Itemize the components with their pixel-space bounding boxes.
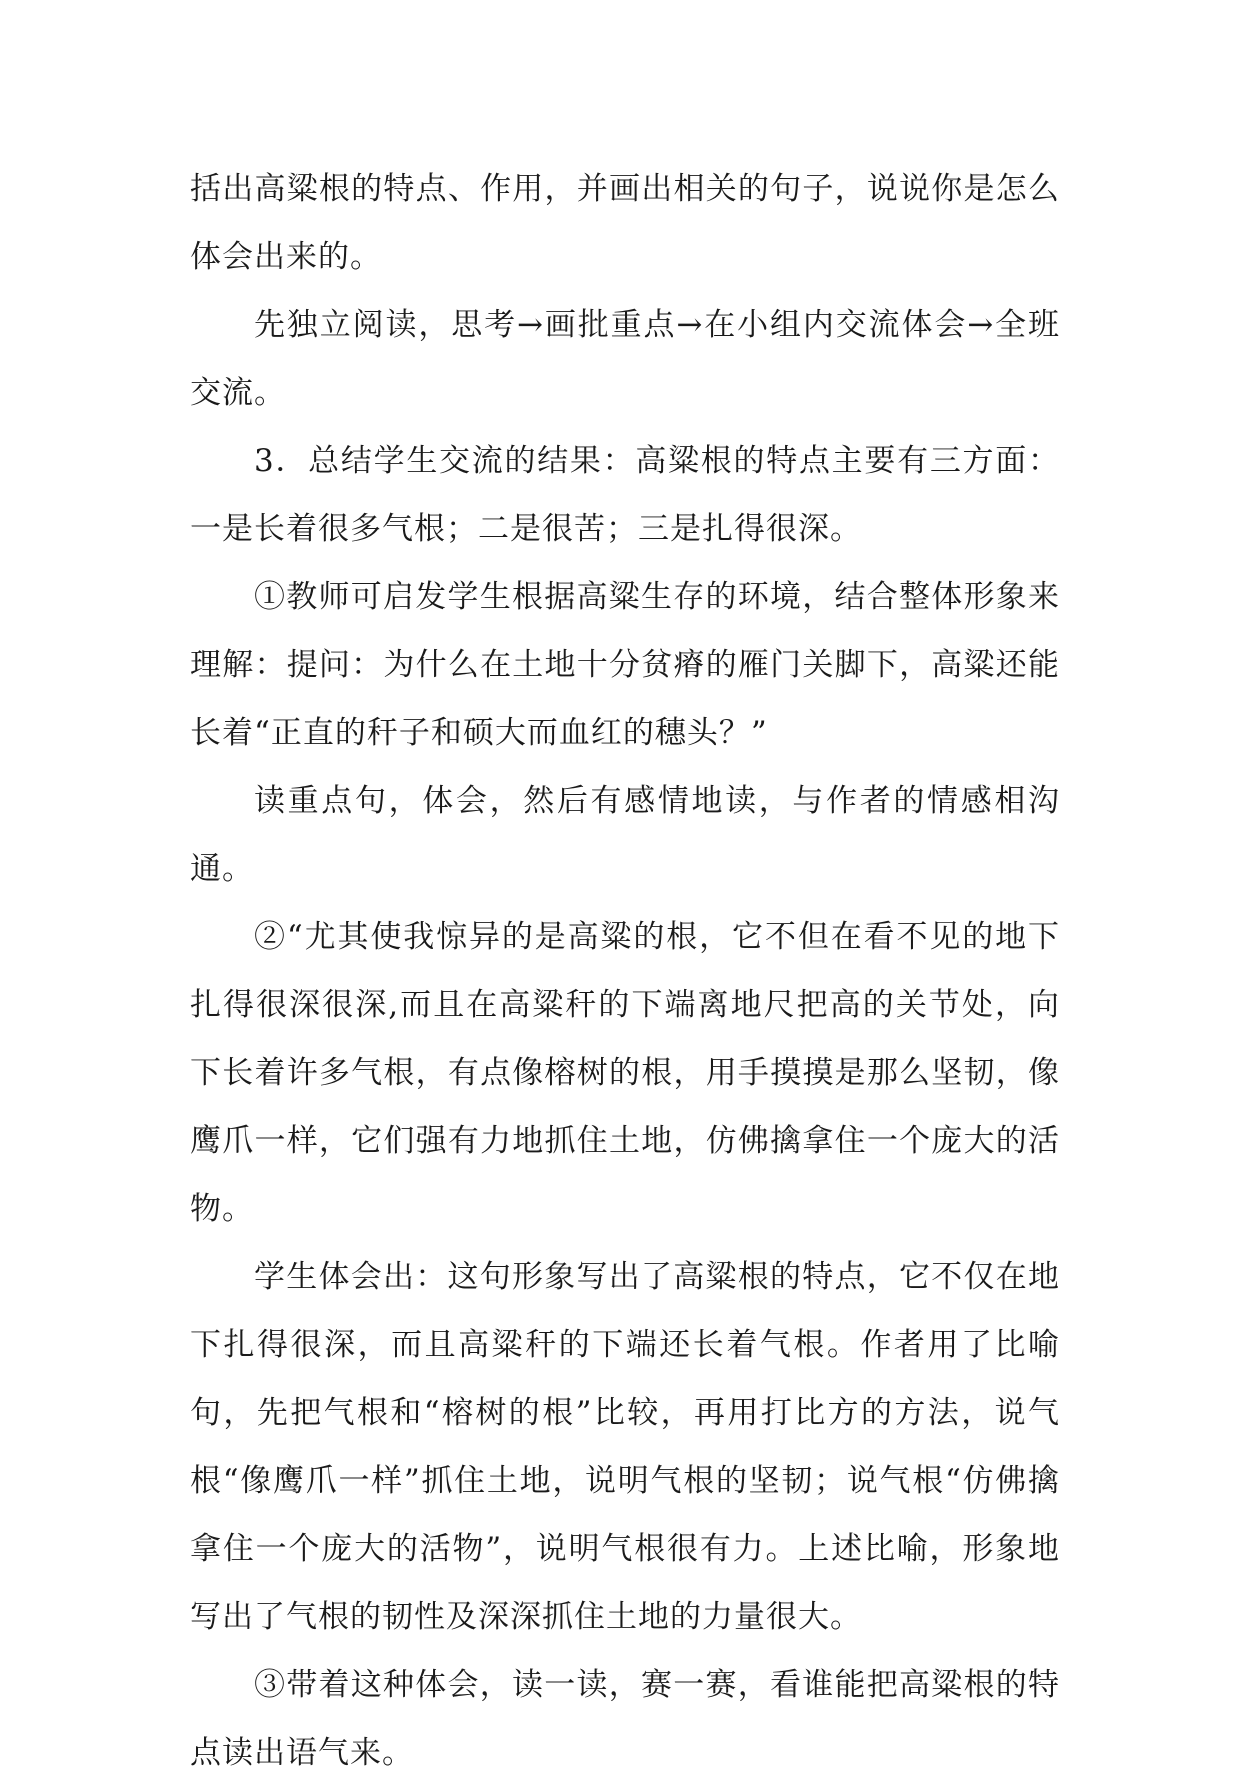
paragraph-student-insight: 学生体会出：这句形象写出了高粱根的特点，它不仅在地下扎得很深，而且高粱秆的下端还长着气根。作者用了比喻句，先把气根和“榕树的根”比较，再用打比方的方法，说气根“像鹰爪一样”抓住土地，说明气根的坚韧；说气根“仿佛擒拿住一个庞大的活物”，说明气根很有力。上述比喻，形象地写出了气根的韧性及深深抓住土地的力量很大。 <box>190 1259 1060 1635</box>
paragraph-read-key-sentence: 读重点句，体会，然后有感情地读，与作者的情感相沟通。 <box>190 783 1060 887</box>
paragraph-point-3: ③带着这种体会，读一读，赛一赛，看谁能把高粱根的特点读出语气来。 <box>190 1667 1060 1771</box>
paragraph-summary: 3．总结学生交流的结果：高粱根的特点主要有三方面：一是长着很多气根；二是很苦；三是扎得很深。 <box>190 443 1060 547</box>
paragraph-continuation: 括出高粱根的特点、作用，并画出相关的句子，说说你是怎么体会出来的。 <box>190 171 1060 275</box>
paragraph-point-2-quote: ②“尤其使我惊异的是高粱的根，它不但在看不见的地下扎得很深很深,而且在高粱秆的下端离地尺把高的关节处，向下长着许多气根，有点像榕树的根，用手摸摸是那么坚韧，像鹰爪一样，它们强有力地抓住土地，仿佛擒拿住一个庞大的活物。 <box>190 919 1060 1227</box>
body-text <box>190 155 1060 1787</box>
paragraph-point-1: ①教师可启发学生根据高粱生存的环境，结合整体形象来理解：提问：为什么在土地十分贫瘠的雁门关脚下，高粱还能长着“正直的秆子和硕大而血红的穗头？” <box>190 579 1060 751</box>
paragraph-reading-steps: 先独立阅读，思考→画批重点→在小组内交流体会→全班交流。 <box>190 307 1060 411</box>
